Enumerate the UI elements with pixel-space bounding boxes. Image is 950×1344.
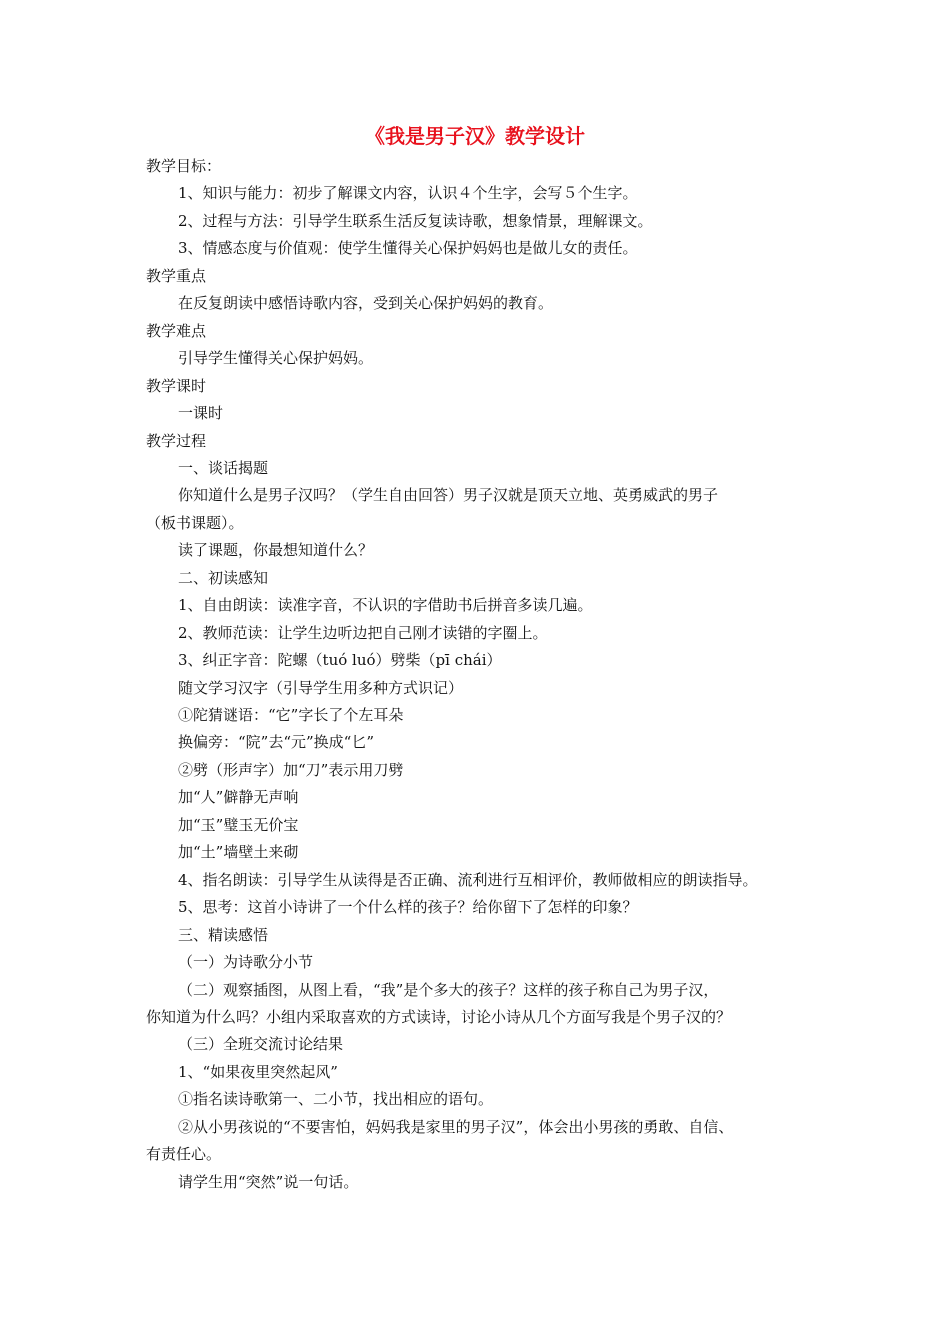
text-line: 2、教师范读：让学生边听边把自己刚才读错的字圈上。 [178, 624, 548, 642]
text-line: 二、初读感知 [178, 569, 269, 587]
text-line: ①指名读诗歌第一、二小节，找出相应的语句。 [178, 1090, 494, 1108]
text-line: （三）全班交流讨论结果 [178, 1035, 344, 1053]
section-heading: 教学目标： [146, 157, 222, 175]
section-heading: 教学课时 [146, 377, 207, 395]
text-line: 加“人”僻静无声响 [178, 788, 299, 806]
text-line: 随文学习汉字（引导学生用多种方式识记） [178, 679, 464, 697]
text-line: 1、“如果夜里突然起风” [178, 1063, 338, 1081]
text-line: 加“玉”璧玉无价宝 [178, 816, 299, 834]
text-line: （二）观察插图，从图上看，“我”是个多大的孩子？这样的孩子称自己为男子汉， [178, 981, 719, 999]
text-line: ①陀猜谜语：“它”字长了个左耳朵 [178, 706, 404, 724]
text-line: ②劈（形声字）加“刀”表示用刀劈 [178, 761, 404, 779]
text-line: 3、纠正字音：陀螺（tuó luó）劈柴（pī chái） [178, 651, 502, 669]
text-line: 换偏旁：“院”去“元”换成“匕” [178, 733, 375, 751]
section-heading: 教学重点 [146, 267, 207, 285]
text-line: 一课时 [178, 404, 224, 422]
text-line: 有责任心。 [146, 1145, 222, 1163]
text-line: 一、谈话揭题 [178, 459, 269, 477]
text-line: （一）为诗歌分小节 [178, 953, 314, 971]
text-line: 3、情感态度与价值观：使学生懂得关心保护妈妈也是做儿女的责任。 [178, 239, 638, 257]
text-line: 1、知识与能力：初步了解课文内容，认识４个生字，会写５个生字。 [178, 184, 638, 202]
text-line: 在反复朗读中感悟诗歌内容，受到关心保护妈妈的教育。 [178, 294, 554, 312]
text-line: 5、思考：这首小诗讲了一个什么样的孩子？给你留下了怎样的印象？ [178, 898, 638, 916]
text-line: 1、自由朗读：读准字音，不认识的字借助书后拼音多读几遍。 [178, 596, 593, 614]
text-line: 三、精读感悟 [178, 926, 269, 944]
text-line: 加“土”墙壁土来砌 [178, 843, 299, 861]
text-line: 你知道什么是男子汉吗？（学生自由回答）男子汉就是顶天立地、英勇威武的男子 [178, 486, 719, 504]
text-line: （板书课题）。 [146, 514, 244, 532]
text-line: 引导学生懂得关心保护妈妈。 [178, 349, 374, 367]
text-line: 请学生用“突然”说一句话。 [178, 1173, 359, 1191]
text-line: 4、指名朗读：引导学生从读得是否正确、流利进行互相评价，教师做相应的朗读指导。 [178, 871, 758, 889]
document-title: 《我是男子汉》教学设计 [365, 124, 585, 148]
text-line: 你知道为什么吗？小组内采取喜欢的方式读诗，讨论小诗从几个方面写我是个男子汉的？ [146, 1008, 732, 1026]
text-line: 读了课题，你最想知道什么？ [178, 541, 374, 559]
text-line: ②从小男孩说的“不要害怕，妈妈我是家里的男子汉”，体会出小男孩的勇敢、自信、 [178, 1118, 734, 1136]
text-line: 2、过程与方法：引导学生联系生活反复读诗歌，想象情景，理解课文。 [178, 212, 653, 230]
section-heading: 教学难点 [146, 322, 207, 340]
section-heading: 教学过程 [146, 432, 207, 450]
